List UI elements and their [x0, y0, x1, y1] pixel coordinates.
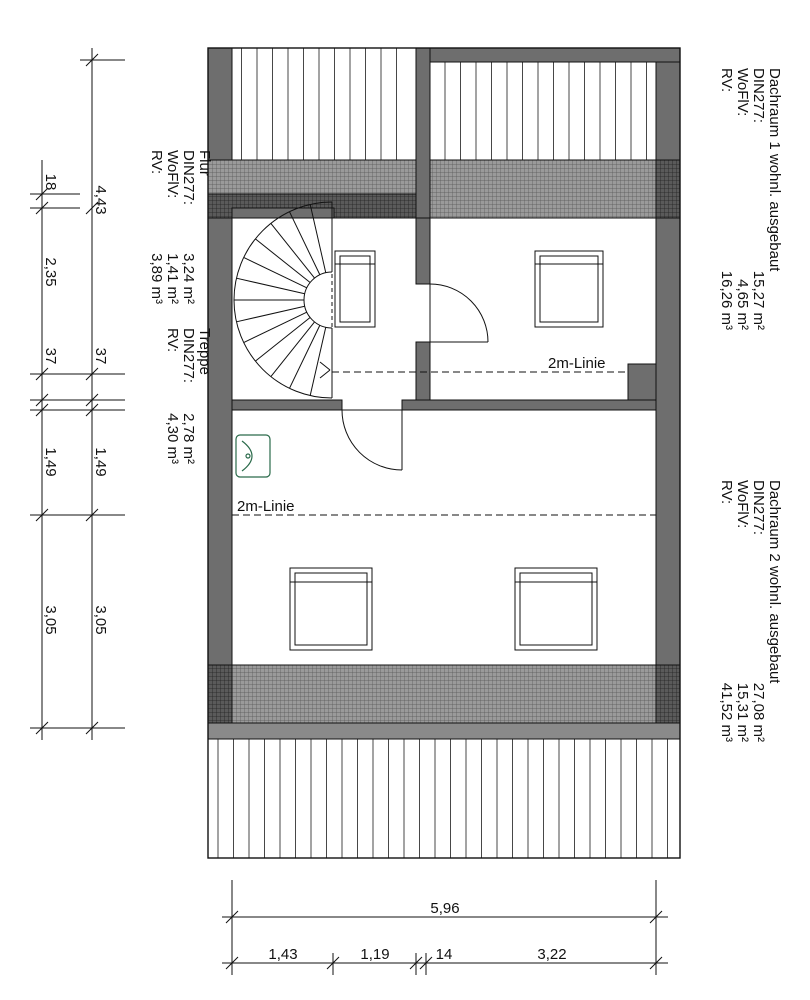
label-flur — [148, 150, 213, 304]
dachraum1-wofl-value: 4,65 m² — [734, 279, 751, 330]
dachraum2-rv-label: RV: — [718, 480, 735, 505]
outer-walls — [208, 48, 680, 738]
treppe-rv-label: RV: — [164, 328, 181, 353]
flur-rv-label: RV: — [148, 150, 165, 175]
dim-left-inner-2: 2,35 — [42, 257, 59, 287]
roof-rafters-bottom — [218, 739, 668, 858]
knee-walls — [208, 160, 680, 739]
spiral-staircase — [234, 202, 332, 398]
label-treppe — [164, 328, 213, 464]
dachraum1-din-label: DIN277: — [750, 68, 767, 124]
flur-wofl-label: WoFlV: — [164, 150, 181, 199]
label-two-meter-upper: 2m-Linie — [548, 355, 606, 372]
door-dachraum1[interactable] — [430, 284, 488, 342]
dim-bottom-total: 5,96 — [430, 900, 460, 917]
dim-left-outer-2: 37 — [92, 347, 109, 365]
label-two-meter-lower: 2m-Linie — [237, 498, 295, 515]
dim-bottom-4: 3,22 — [537, 946, 567, 963]
dachraum1-rv-label: RV: — [718, 68, 735, 93]
dachraum2-din-value: 27,08 m² — [750, 682, 767, 742]
left-dimensions — [30, 48, 125, 740]
flur-wofl-value: 1,41 m² — [164, 253, 181, 304]
label-dachraum2 — [718, 480, 783, 742]
roof-rafters-top — [226, 48, 647, 160]
door-dachraum2[interactable] — [342, 410, 402, 470]
dachraum1-wofl-label: WoFlV: — [734, 68, 751, 117]
dim-left-inner-4: 1,49 — [42, 447, 59, 477]
dim-bottom-2: 1,19 — [360, 946, 390, 963]
dim-left-inner-5: 3,05 — [42, 605, 59, 635]
window-dachraum1 — [535, 251, 603, 327]
dachraum2-wofl-label: WoFlV: — [734, 480, 751, 529]
dachraum1-frame — [430, 62, 656, 160]
dachraum1-rv-value: 16,26 m³ — [718, 270, 735, 330]
dachraum1-title: Dachraum 1 wohnl. ausgebaut — [766, 68, 783, 272]
treppe-title: Treppe — [196, 328, 213, 375]
dim-left-inner-3: 37 — [42, 347, 59, 365]
window-flur — [335, 251, 375, 327]
flur-din-label: DIN277: — [180, 150, 197, 206]
sink-icon — [236, 435, 270, 477]
dim-bottom-3: 14 — [435, 946, 453, 963]
treppe-din-value: 2,78 m² — [180, 413, 197, 464]
dim-left-outer-4: 3,05 — [92, 605, 109, 635]
treppe-din-label: DIN277: — [180, 328, 197, 384]
dim-left-inner-1: 18 — [42, 173, 59, 191]
flur-rv-value: 3,89 m³ — [148, 253, 165, 304]
dim-left-outer-1: 4,43 — [92, 185, 109, 215]
dachraum2-wofl-value: 15,31 m² — [734, 682, 751, 742]
dachraum1-din-value: 15,27 m² — [750, 270, 767, 330]
dachraum2-din-label: DIN277: — [750, 480, 767, 536]
window-dachraum2-left — [290, 568, 372, 650]
treppe-rv-value: 4,30 m³ — [164, 413, 181, 464]
dachraum2-rv-value: 41,52 m³ — [718, 682, 735, 742]
window-dachraum2-right — [515, 568, 597, 650]
dim-left-outer-3: 1,49 — [92, 447, 109, 477]
dim-bottom-1: 1,43 — [268, 946, 298, 963]
label-dachraum1 — [718, 68, 783, 330]
flur-title: Flur — [196, 150, 213, 176]
dachraum2-title: Dachraum 2 wohnl. ausgebaut — [766, 480, 783, 684]
flur-din-value: 3,24 m² — [180, 253, 197, 304]
windows — [290, 251, 603, 650]
